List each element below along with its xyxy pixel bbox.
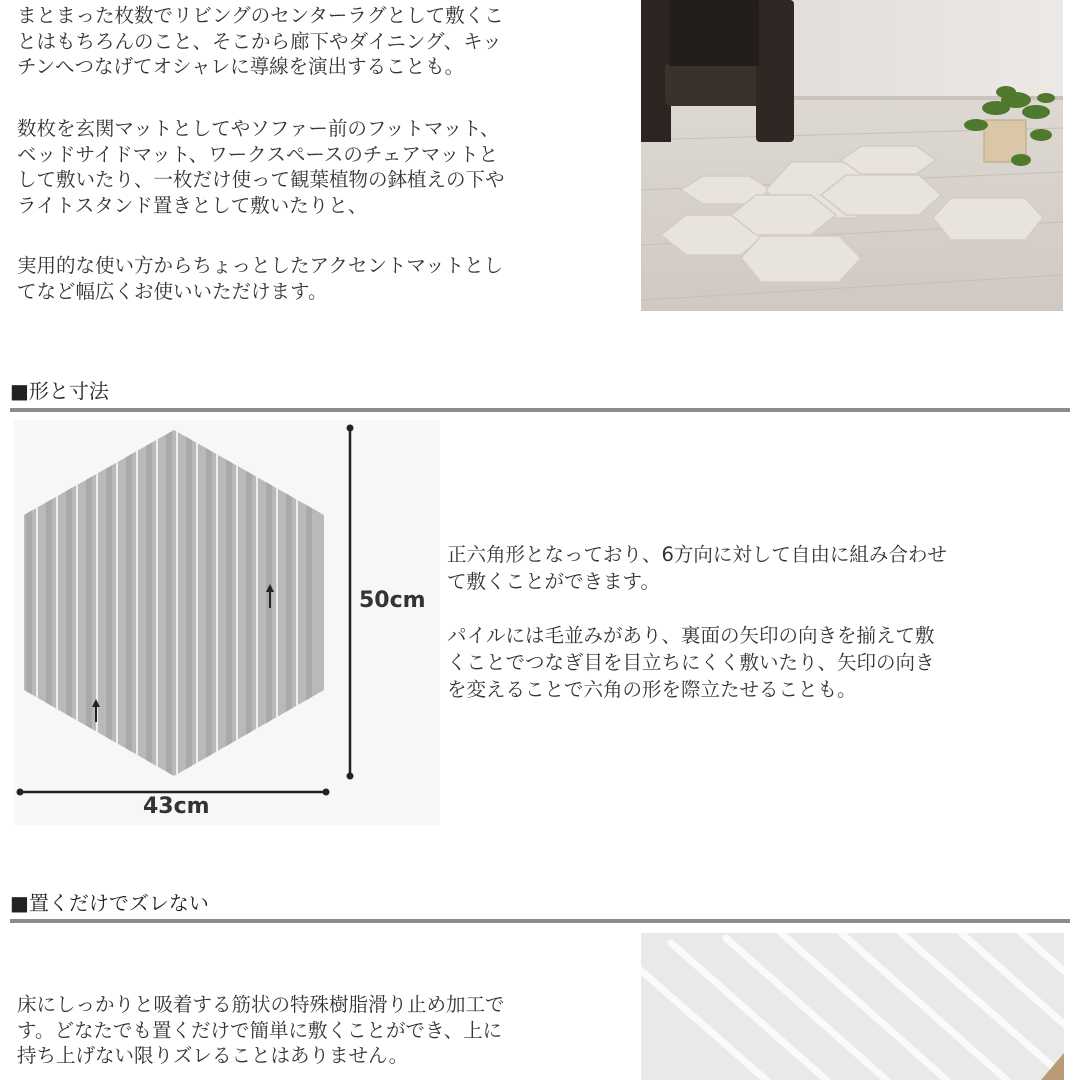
- section-title-nonslip: ■置くだけでズレない: [10, 891, 209, 915]
- section-divider-shape: [10, 408, 1070, 412]
- shape-description-1: 正六角形となっており、6方向に対して自由に組み合わせ て敷くことができます。: [447, 543, 947, 593]
- width-label: 43cm: [143, 794, 210, 819]
- intro-paragraph-2: 数枚を玄関マットとしてやソファー前のフットマット、 ベッドサイドマット、ワークスペースのチェアマットと して敷いたり、一枚だけ使って観葉植物の鉢植えの下や ライトスタンド置きとして敷いたりと、: [17, 117, 505, 217]
- intro-paragraph-1: まとまった枚数でリビングのセンターラグとして敷くこ とはもちろんのこと、そこから廊下やダイニング、キッ チンへつなげてオシャレに導線を演出することも。: [17, 4, 504, 78]
- nonslip-description: 床にしっかりと吸着する筋状の特殊樹脂滑り止め加工で す。どなたでも置くだけで簡単に敷くことができ、上に 持ち上げない限りズレることはありません。: [17, 993, 505, 1067]
- height-label: 50cm: [359, 588, 426, 613]
- section-title-shape: ■形と寸法: [10, 379, 109, 403]
- hexagon-diagram: [14, 420, 440, 825]
- shape-description-2: パイルには毛並みがあり、裏面の矢印の向きを揃えて敷 くことでつなぎ目を目立ちにくく敷いたり、矢印の向き を変えることで六角の形を際立たせることも。: [447, 624, 935, 701]
- backside-illustration: [641, 933, 1064, 1080]
- room-illustration: [641, 0, 1063, 311]
- dimension-diagram: [14, 420, 440, 825]
- section-divider-nonslip: [10, 919, 1070, 923]
- backside-photo: [641, 933, 1064, 1080]
- intro-paragraph-3: 実用的な使い方からちょっとしたアクセントマットとし てなど幅広くお使いいただけます。: [17, 254, 504, 303]
- height-dimension-line: [347, 425, 354, 780]
- room-photo: [641, 0, 1063, 311]
